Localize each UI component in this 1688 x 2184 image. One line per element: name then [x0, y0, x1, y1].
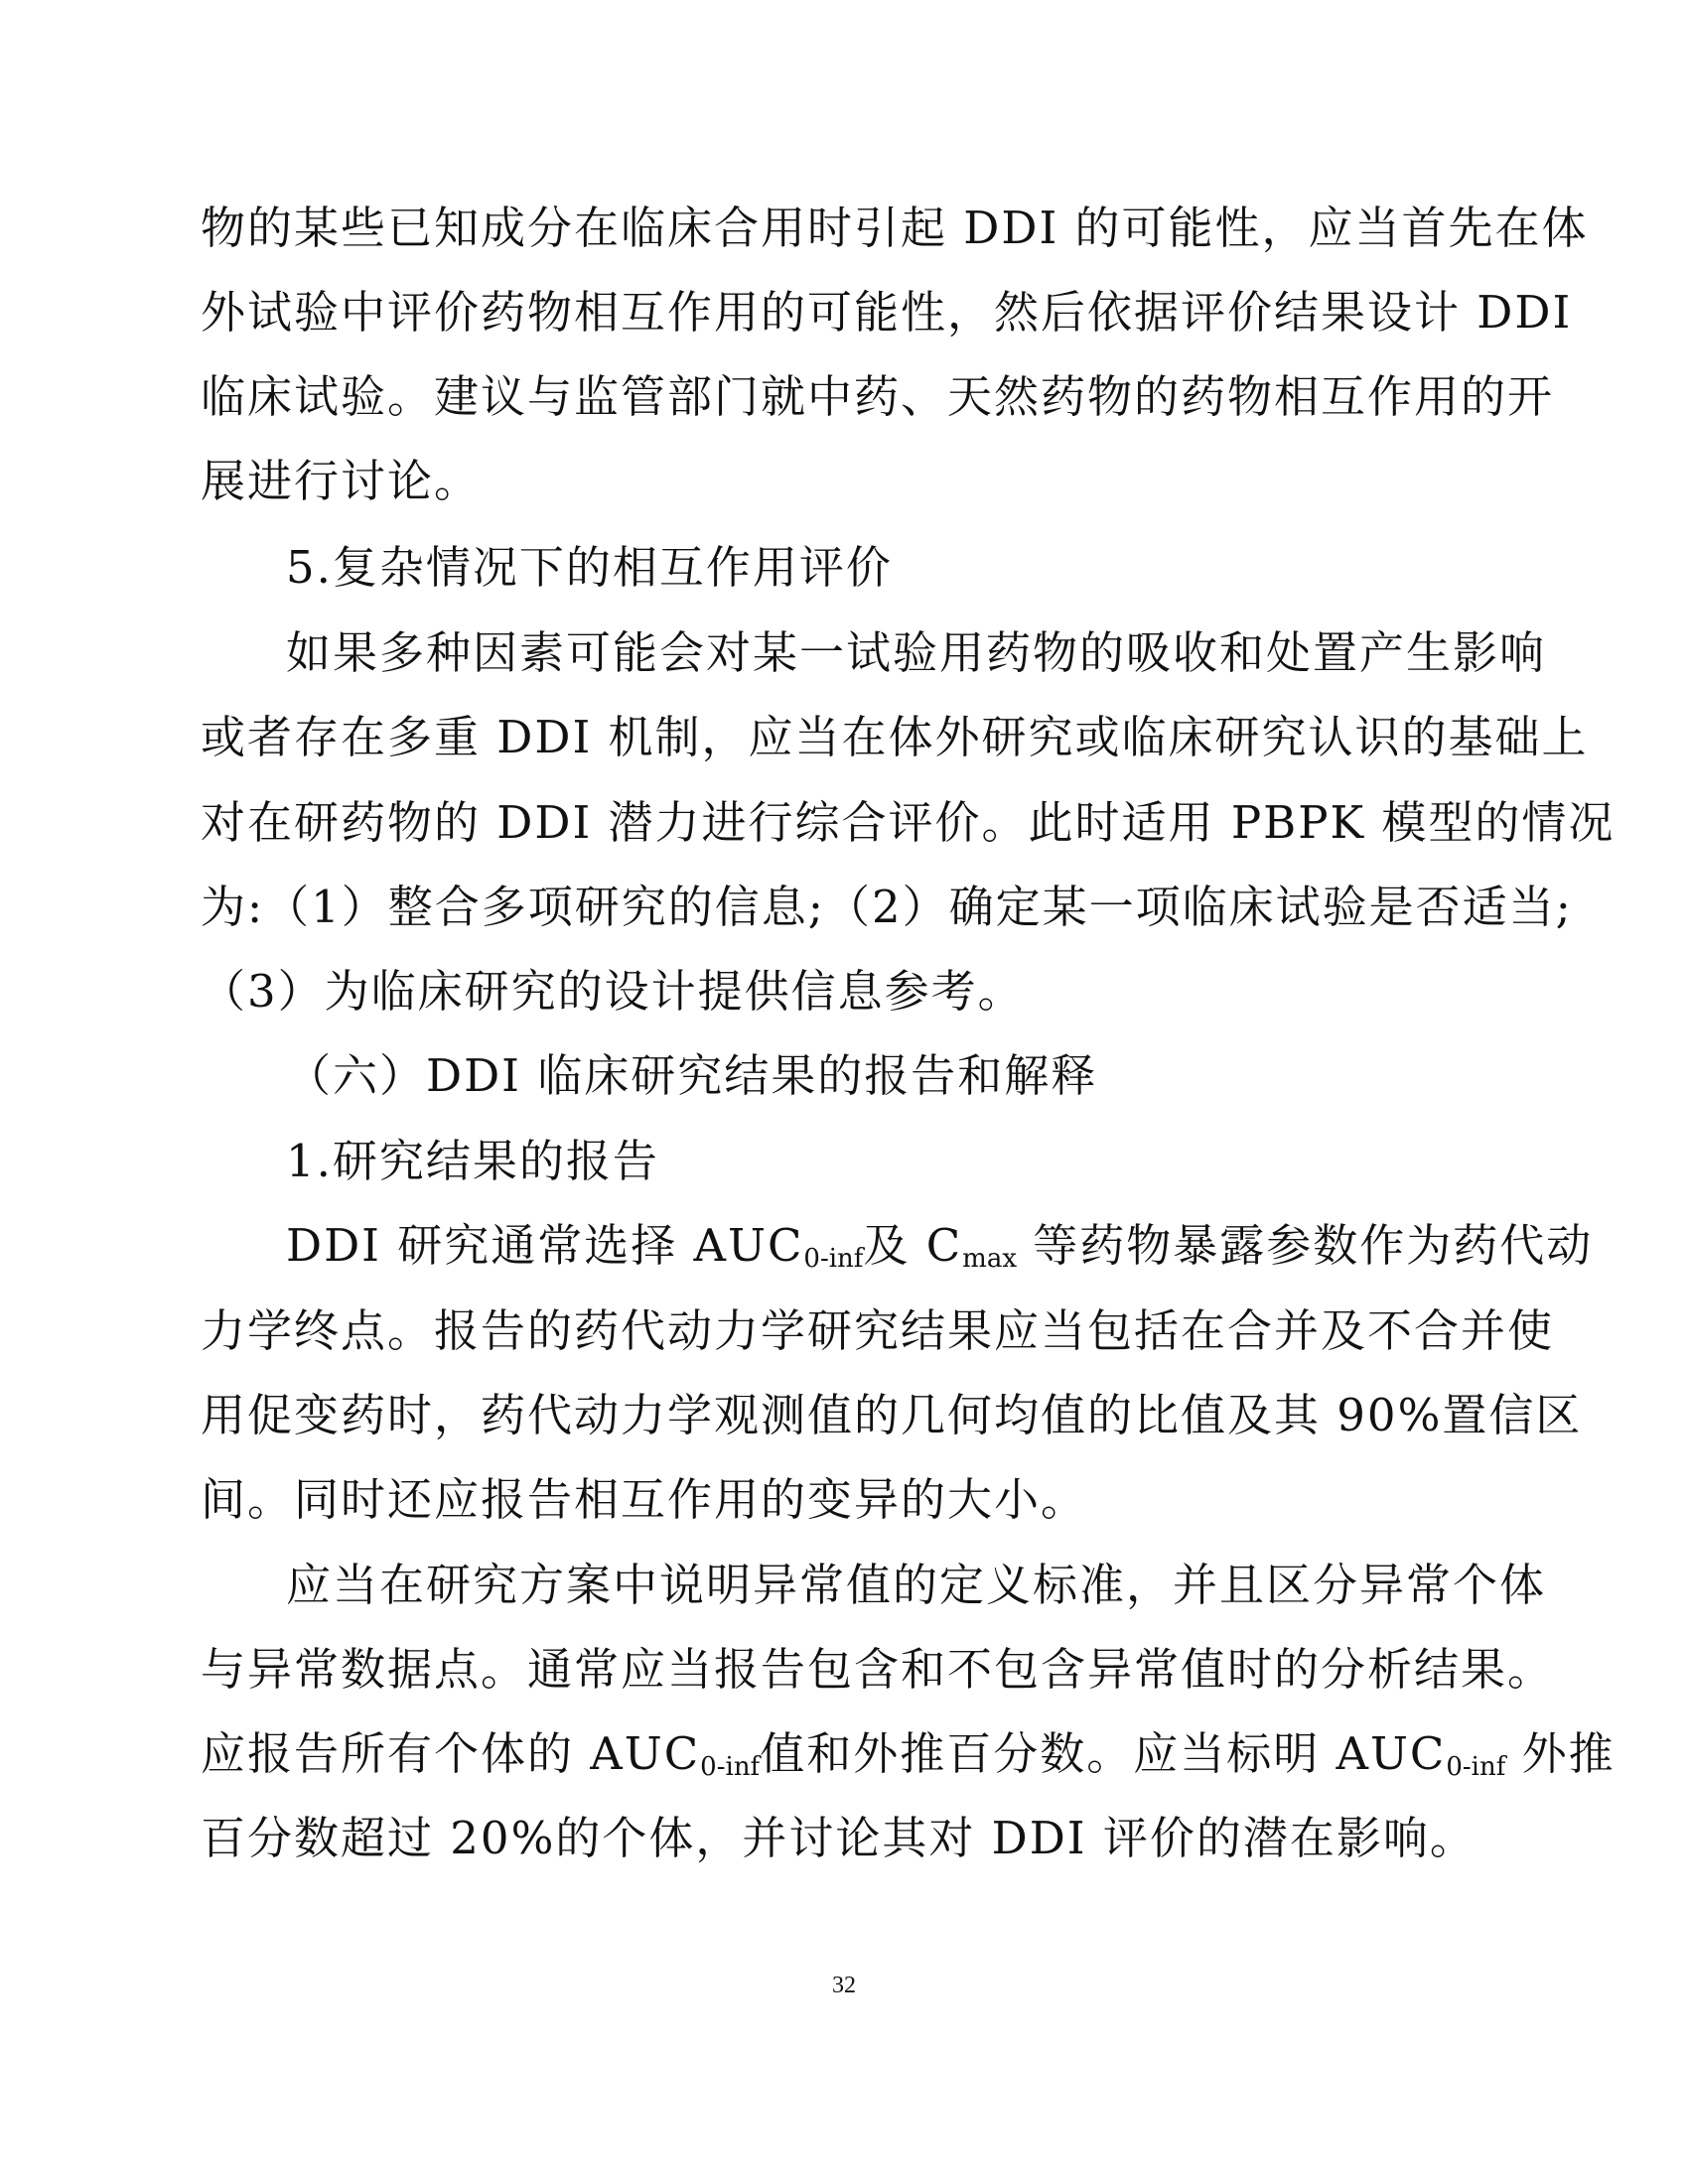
- section-heading-6: （六）DDI 临床研究结果的报告和解释: [286, 1049, 1098, 1102]
- c-max-subscript: max: [962, 1244, 1017, 1274]
- paragraph-3-line-1: [286, 1214, 1594, 1278]
- paragraph-2-line-1: 如果多种因素可能会对某一试验用药物的吸收和处置产生影响: [286, 626, 1547, 679]
- paragraph-3-line-2: 力学终点。报告的药代动力学研究结果应当包括在合并及不合并使: [201, 1304, 1555, 1357]
- paragraph-1-line-2: 外试验中评价药物相互作用的可能性，然后依据评价结果设计 DDI: [201, 286, 1573, 339]
- paragraph-1-line-4: 展进行讨论。: [201, 455, 482, 507]
- paragraph-4-line-4: 百分数超过 20%的个体，并讨论其对 DDI 评价的潜在影响。: [201, 1812, 1477, 1864]
- section-heading-5: 5.复杂情况下的相互作用评价: [286, 541, 893, 594]
- paragraph-3-line-1-part-b: 及 C: [863, 1219, 963, 1272]
- paragraph-3-line-4: 间。同时还应报告相互作用的变异的大小。: [201, 1473, 1088, 1526]
- paragraph-2-line-3: 对在研药物的 DDI 潜力进行综合评价。此时适用 PBPK 模型的情况: [201, 796, 1616, 849]
- paragraph-3-line-1-part-c: 等药物暴露参数作为药代动: [1017, 1219, 1594, 1272]
- paragraph-2-line-5: （3）为临床研究的设计提供信息参考。: [201, 965, 1025, 1018]
- auc-subscript-0-inf: 0-inf: [803, 1244, 864, 1274]
- page-number: 32: [832, 1973, 856, 1998]
- subsection-heading-1: 1.研究结果的报告: [286, 1135, 659, 1187]
- paragraph-3-line-3: 用促变药时，药代动力学观测值的几何均值的比值及其 90%置信区: [201, 1389, 1583, 1441]
- paragraph-1-line-3: 临床试验。建议与监管部门就中药、天然药物的药物相互作用的开: [201, 370, 1555, 423]
- paragraph-2-line-4: 为:（1）整合多项研究的信息;（2）确定某一项临床试验是否适当;: [201, 881, 1573, 933]
- paragraph-4-line-3-part-a: 应报告所有个体的 AUC: [201, 1727, 701, 1780]
- paragraph-4-line-3-part-b: 值和外推百分数。应当标明 AUC: [760, 1727, 1447, 1780]
- paragraph-3-line-1-part-a: DDI 研究通常选择 AUC: [286, 1219, 804, 1272]
- paragraph-1-line-1: 物的某些已知成分在临床合用时引起 DDI 的可能性，应当首先在体: [201, 202, 1589, 254]
- paragraph-4-line-1: 应当在研究方案中说明异常值的定义标准，并且区分异常个体: [286, 1559, 1547, 1611]
- paragraph-2-line-2: 或者存在多重 DDI 机制，应当在体外研究或临床研究认识的基础上: [201, 711, 1589, 763]
- auc-subscript-0-inf-2: 0-inf: [700, 1752, 761, 1782]
- paragraph-4-line-3: [201, 1722, 1616, 1786]
- auc-subscript-0-inf-3: 0-inf: [1446, 1752, 1506, 1782]
- paragraph-4-line-3-part-c: 外推: [1505, 1727, 1616, 1780]
- paragraph-4-line-2: 与异常数据点。通常应当报告包含和不包含异常值时的分析结果。: [201, 1643, 1555, 1696]
